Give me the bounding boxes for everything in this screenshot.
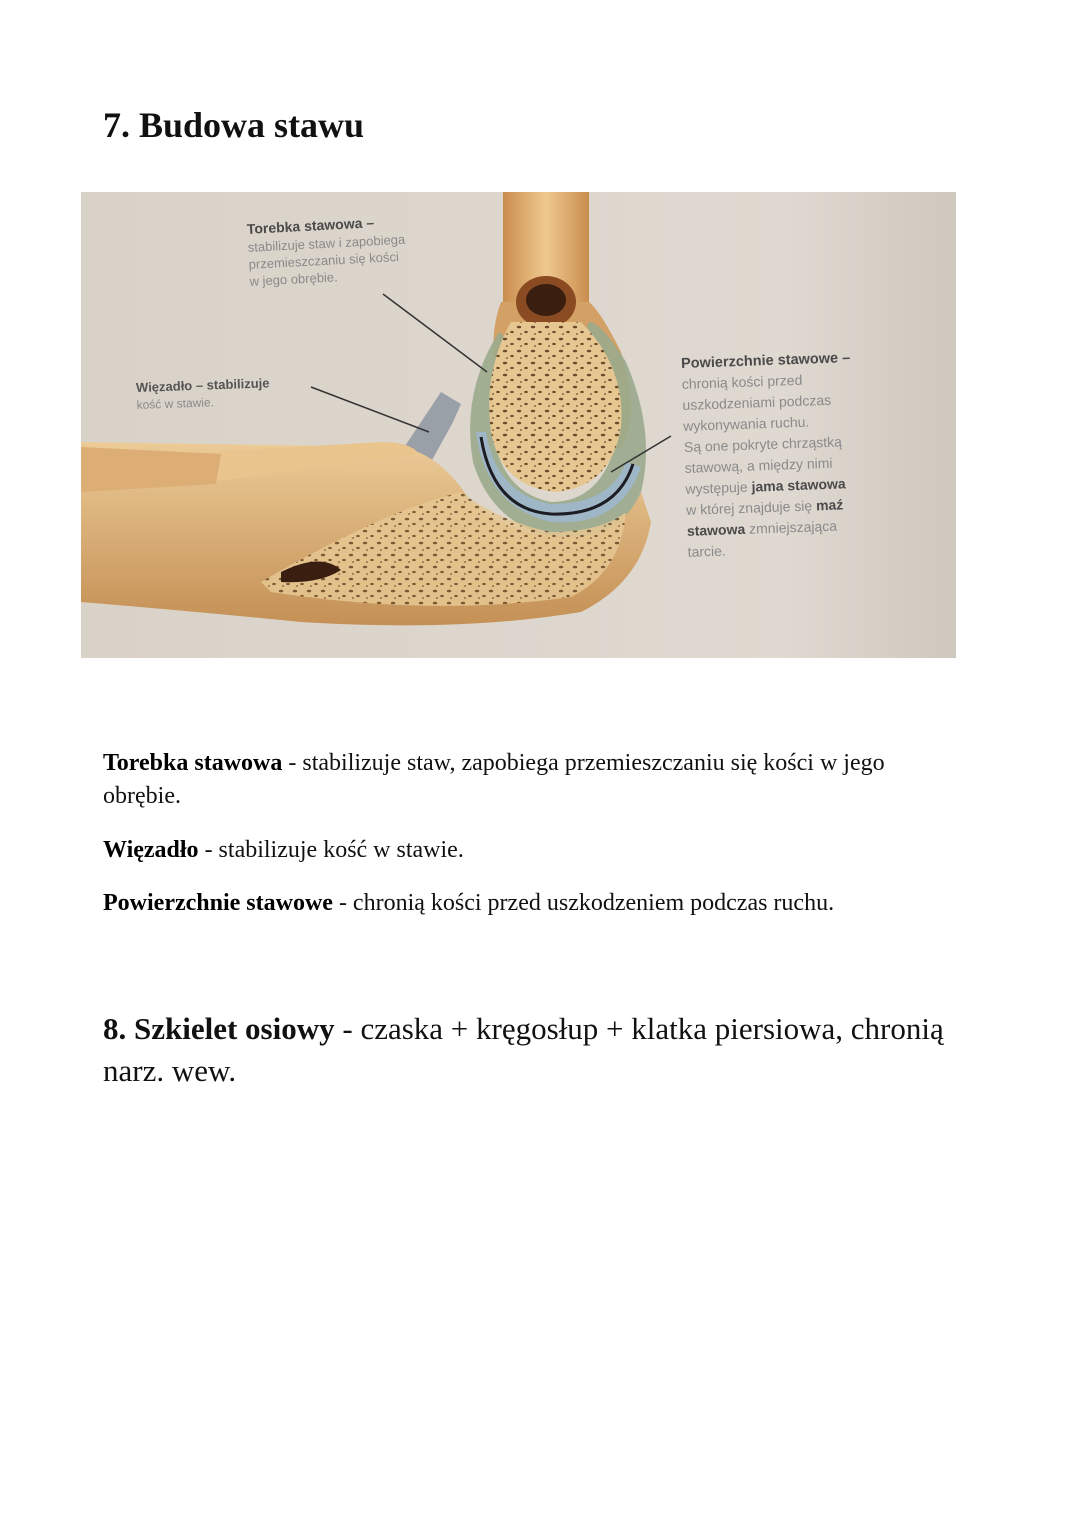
- section-8-text: - czaska + kręgosłup + klatka piersiowa, chronią narz. wew.: [103, 1011, 944, 1088]
- label-pow-line-6: występuje jama stawowa: [685, 475, 846, 497]
- label-pow-line-9: tarcie.: [687, 542, 727, 560]
- label-wiezadlo-line: Więzadło – stabilizuje: [135, 375, 270, 395]
- definition-text: - stabilizuje kość w stawie.: [198, 837, 464, 863]
- label-wiezadlo-line: kość w stawie.: [136, 395, 215, 412]
- label-pow-line: stawową, a między nimi: [684, 454, 833, 476]
- label-pow-line: wykonywania ruchu.: [682, 413, 810, 434]
- label-torebka-line: stabilizuje staw i zapobiega: [247, 231, 406, 255]
- label-torebka-title: Torebka stawowa –: [246, 214, 375, 237]
- definition-text: - chronią kości przed uszkodzeniem podczas ruchu.: [332, 890, 835, 916]
- section-8-term: 8. Szkielet osiowy: [103, 1011, 335, 1046]
- definition-powierzchnie: [103, 887, 963, 920]
- definition-torebka: [103, 747, 963, 813]
- label-pow-line-7: w której znajduje się maź: [685, 496, 844, 518]
- humerus-head: [489, 322, 621, 492]
- definition-text: - stabilizuje staw, zapobiega przemieszczaniu się kości w jego obrębie.: [103, 750, 885, 809]
- section-7-title: 7. Budowa stawu: [103, 105, 365, 145]
- definition-term: Torebka stawowa: [103, 750, 283, 776]
- definition-term: Powierzchnie stawowe: [103, 890, 333, 916]
- definition-wiezadlo: [103, 834, 963, 867]
- label-pow-line: chronią kości przed: [681, 371, 803, 392]
- label-pow-line: Są one pokryte chrząstką: [683, 433, 843, 455]
- joint-diagram-photo: [81, 192, 956, 658]
- label-torebka-line: w jego obrębie.: [249, 269, 339, 289]
- label-pow-line: uszkodzeniami podczas: [682, 391, 832, 413]
- label-pow-line-8: stawowa zmniejszająca: [686, 517, 838, 539]
- label-torebka-line: przemieszczaniu się kości: [248, 249, 400, 272]
- definition-term: Więzadło: [103, 837, 199, 863]
- section-8-heading: [103, 1008, 963, 1092]
- label-pow-title: Powierzchnie stawowe –: [680, 350, 851, 372]
